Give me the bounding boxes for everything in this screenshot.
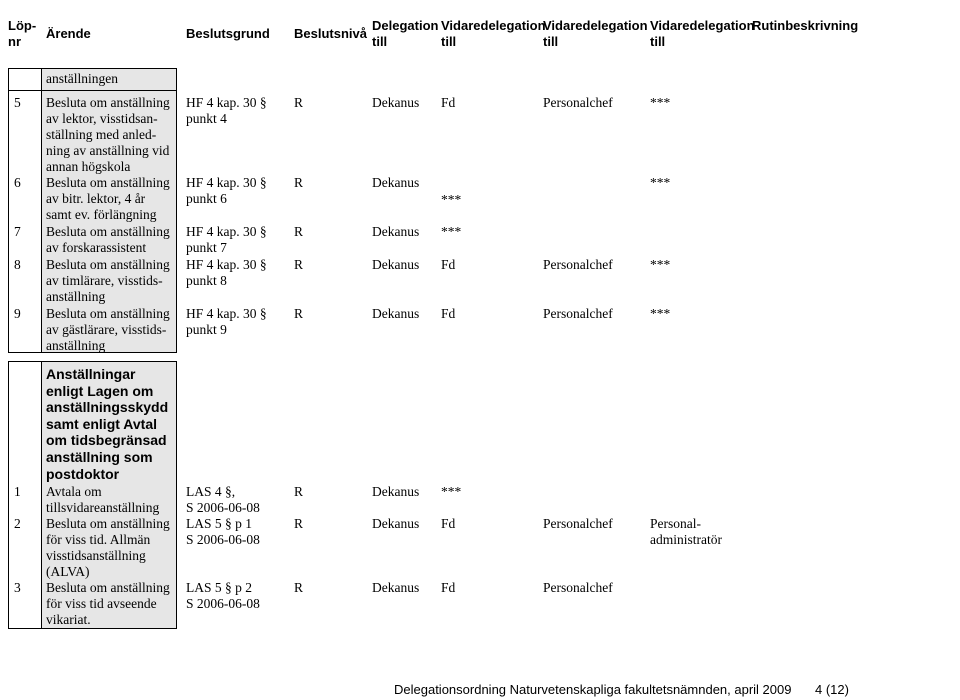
table1-top-border <box>8 68 176 69</box>
row-beslutsniva: R <box>294 580 304 595</box>
row-arende: Besluta om anställning för viss tid. Allmän visstidsanställning (ALVA) <box>46 516 170 579</box>
row-vidare-1: *** <box>441 224 462 239</box>
row-beslutsgrund: HF 4 kap. 30 § punkt 9 <box>186 306 267 337</box>
table2-nr-divider <box>41 361 42 629</box>
table1-nr-divider <box>41 68 42 353</box>
page-number: 4 (12) <box>815 682 849 697</box>
row-beslutsgrund: LAS 5 § p 1 S 2006-06-08 <box>186 516 260 547</box>
header-vidaredelegation-3: Vidaredelegation till <box>650 18 755 49</box>
row-delegation: Dekanus <box>372 224 420 239</box>
row-beslutsgrund: LAS 4 §, S 2006-06-08 <box>186 484 260 515</box>
row-vidare-1: Fd <box>441 516 456 531</box>
row-vidare-3: Personal- administratör <box>650 516 722 547</box>
row-delegation: Dekanus <box>372 175 420 190</box>
row-beslutsgrund: HF 4 kap. 30 § punkt 6 <box>186 175 267 206</box>
row-beslutsniva: R <box>294 516 304 531</box>
row-delegation: Dekanus <box>372 516 420 531</box>
row-nr: 5 <box>14 95 21 110</box>
row-vidare-1: *** <box>441 192 462 207</box>
row-vidare-2: Personalchef <box>543 257 613 272</box>
row-arende: Besluta om anställning av bitr. lektor, 4 år samt ev. förlängning <box>46 175 170 222</box>
row-delegation: Dekanus <box>372 580 420 595</box>
table1-row-divider <box>8 90 176 91</box>
carry-over-text: anställningen <box>46 71 118 86</box>
table2-top-border <box>8 361 176 362</box>
row-beslutsniva: R <box>294 224 304 239</box>
row-vidare-2: Personalchef <box>543 516 613 531</box>
row-vidare-1: Fd <box>441 580 456 595</box>
row-beslutsniva: R <box>294 95 304 110</box>
row-nr: 3 <box>14 580 21 595</box>
header-rutinbeskrivning: Rutinbeskrivning <box>752 18 859 33</box>
row-nr: 8 <box>14 257 21 272</box>
table1-left-border <box>8 68 9 353</box>
table2-bottom-border <box>8 628 176 629</box>
row-arende: Avtala om tillsvidareanställning <box>46 484 160 515</box>
section-title: Anställningar enligt Lagen om anställningsskydd samt enligt Avtal om tidsbegränsad anställning som postdoktor <box>46 366 169 482</box>
row-beslutsniva: R <box>294 257 304 272</box>
row-beslutsgrund: HF 4 kap. 30 § punkt 8 <box>186 257 267 288</box>
row-beslutsgrund: LAS 5 § p 2 S 2006-06-08 <box>186 580 260 611</box>
row-arende: Besluta om anställning av lektor, visstidsan- ställning med anled- ning av anställning vid annan högskola <box>46 95 170 174</box>
row-beslutsniva: R <box>294 484 304 499</box>
row-nr: 1 <box>14 484 21 499</box>
table2-left-border <box>8 361 9 629</box>
row-vidare-2: Personalchef <box>543 306 613 321</box>
row-vidare-2: Personalchef <box>543 580 613 595</box>
row-vidare-1: Fd <box>441 306 456 321</box>
header-delegation: Delegation till <box>372 18 439 49</box>
row-arende: Besluta om anställning av gästlärare, visstids- anställning <box>46 306 170 353</box>
row-delegation: Dekanus <box>372 95 420 110</box>
row-vidare-1: *** <box>441 484 462 499</box>
row-delegation: Dekanus <box>372 306 420 321</box>
header-beslutsgrund: Beslutsgrund <box>186 26 270 41</box>
footer-text: Delegationsordning Naturvetenskapliga fakultetsnämnden, april 2009 <box>394 682 792 697</box>
header-vidaredelegation-2: Vidaredelegation till <box>543 18 648 49</box>
row-nr: 2 <box>14 516 21 531</box>
row-nr: 9 <box>14 306 21 321</box>
header-lopnr: Löp- nr <box>8 18 37 49</box>
header-vidaredelegation-1: Vidaredelegation till <box>441 18 546 49</box>
row-nr: 6 <box>14 175 21 190</box>
header-arende: Ärende <box>46 26 91 41</box>
row-beslutsgrund: HF 4 kap. 30 § punkt 7 <box>186 224 267 255</box>
table2-arende-divider <box>176 361 177 629</box>
row-vidare-3: *** <box>650 175 671 190</box>
row-vidare-3: *** <box>650 306 671 321</box>
row-arende: Besluta om anställning av timlärare, visstids- anställning <box>46 257 170 304</box>
row-beslutsniva: R <box>294 175 304 190</box>
row-nr: 7 <box>14 224 21 239</box>
row-arende: Besluta om anställning av forskarassistent <box>46 224 170 255</box>
row-vidare-2: Personalchef <box>543 95 613 110</box>
row-beslutsgrund: HF 4 kap. 30 § punkt 4 <box>186 95 267 126</box>
header-beslutsniva: Beslutsnivå <box>294 26 367 41</box>
row-arende: Besluta om anställning för viss tid avseende vikariat. <box>46 580 170 627</box>
row-beslutsniva: R <box>294 306 304 321</box>
row-vidare-3: *** <box>650 257 671 272</box>
row-vidare-1: Fd <box>441 95 456 110</box>
row-vidare-1: Fd <box>441 257 456 272</box>
table1-arende-divider <box>176 68 177 353</box>
row-vidare-3: *** <box>650 95 671 110</box>
row-delegation: Dekanus <box>372 484 420 499</box>
row-delegation: Dekanus <box>372 257 420 272</box>
